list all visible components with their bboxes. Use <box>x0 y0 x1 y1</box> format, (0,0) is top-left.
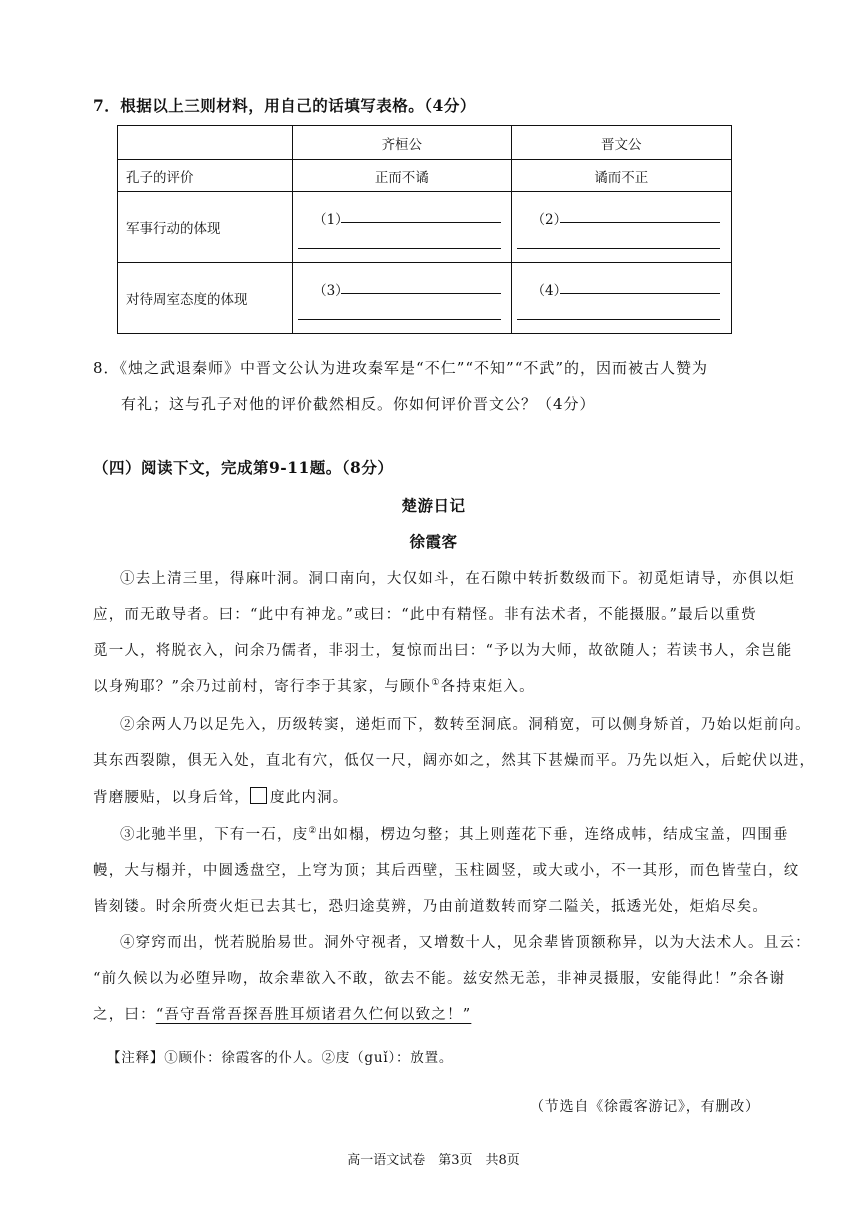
answer-blank-3[interactable] <box>293 263 511 334</box>
section-4-heading: （四）阅读下文，完成第9-11题。（8分） <box>93 458 394 477</box>
answer-line <box>517 248 720 249</box>
question-7: 7．根据以上三则材料，用自己的话填写表格。（4分） <box>93 96 476 115</box>
table-row <box>118 160 732 192</box>
comparison-table <box>117 125 732 334</box>
passage-p1-line-2: 应，而无敢导者。曰：“此中有神龙。”或曰：“此中有精怪。非有法术者，不能摄服。”最后以重赀 <box>93 607 757 623</box>
footnote-marker-2: ② <box>308 826 318 837</box>
answer-line <box>298 319 501 320</box>
passage-p2-line-2: 其东西裂隙，俱无入处，直北有穴，低仅一尺，阔亦如之，然其下甚燥而平。乃先以炬入，后蛇伏以进， <box>93 753 816 769</box>
passage-text: ③北驰半里，下有一石，庋 <box>120 827 309 843</box>
blank-label-4: （4） <box>531 283 568 299</box>
passage-p2-line-3 <box>93 786 349 807</box>
passage-p4-line-3 <box>93 1003 471 1024</box>
annotation-note: 【注释】①顾仆：徐霞客的仆人。②庋（guǐ）：放置。 <box>107 1050 454 1066</box>
answer-line <box>517 319 720 320</box>
answer-blank-4[interactable] <box>511 263 731 334</box>
passage-p3-line-3: 皆刻镂。时余所赍火炬已去其七，恐归途莫辨，乃由前道数转而穿二隘关，抵透光处，炬焰尽矣。 <box>93 899 769 915</box>
cell-qi-evaluation: 正而不谲 <box>293 160 511 192</box>
row-label-military: 军事行动的体现 <box>118 192 293 263</box>
answer-line <box>341 222 501 223</box>
table-header-qi-huan-gong: 齐桓公 <box>293 126 511 160</box>
passage-p1-line-3: 觅一人，将脱衣入，问余乃儒者，非羽士，复惊而出曰：“予以为大师，故欲随人；若读书人，余岂能 <box>93 643 793 659</box>
row-label-zhou-attitude: 对待周室态度的体现 <box>118 263 293 334</box>
row-label-confucius: 孔子的评价 <box>118 160 293 192</box>
answer-blank-1[interactable] <box>293 192 511 263</box>
answer-blank-2[interactable] <box>511 192 731 263</box>
passage-p1-line-1: ①去上清三里，得麻叶洞。洞口南向，大仅如斗，在石隙中转折数级而下。初觅炬请导，亦俱以炬 <box>120 571 796 587</box>
blank-label-1: （1） <box>313 212 349 228</box>
question-8-line-2: 有礼；这与孔子对他的评价截然相反。你如何评价晋文公？（4分） <box>121 395 596 413</box>
passage-p3-line-2: 幔，大与榻并，中圆透盘空，上穹为顶；其后西壁，玉柱圆竖，或大或小，不一其形，而色皆莹白，纹 <box>93 863 800 879</box>
passage-text: 度此内洞。 <box>270 790 349 806</box>
question-8-line-1: 8．《烛之武退秦师》中晋文公认为进攻秦军是“不仁”“不知”“不武”的，因而被古人赞为 <box>93 359 709 377</box>
passage-p4-line-1: ④穿窍而出，恍若脱胎易世。洞外守视者，又增数十人，见余辈皆顶额称异，以为大法术人。且云： <box>120 935 811 951</box>
answer-line <box>298 248 501 249</box>
blank-label-3: （3） <box>313 283 349 299</box>
underlined-sentence: “吾守吾常吾探吾胜耳烦诸君久伫何以致之！” <box>155 1007 472 1023</box>
answer-line <box>560 293 720 294</box>
passage-p4-line-2: “前久候以为必堕异吻，故余辈欲入不敢，欲去不能。兹安然无恙，非神灵摄服，安能得此！”余各谢 <box>93 971 786 987</box>
passage-text: 出如榻，楞边匀整；其上则莲花下垂，连络成帏，结成宝盖，四围垂 <box>317 827 789 843</box>
passage-text: 背磨腰贴，以身后耸， <box>93 790 250 806</box>
passage-text: 各持束炬入。 <box>440 679 535 695</box>
passage-text: 之，曰： <box>93 1007 156 1023</box>
cell-jin-evaluation: 谲而不正 <box>511 160 731 192</box>
answer-line <box>560 222 720 223</box>
passage-text: 以身殉耶？”余乃过前村，寄行李于其家，与顾仆 <box>93 679 432 695</box>
footnote-marker-1: ① <box>431 678 441 689</box>
table-row <box>118 263 732 334</box>
passage-title: 楚游日记 <box>401 496 466 515</box>
table-header-jin-wen-gong: 晋文公 <box>511 126 731 160</box>
source-citation: （节选自《徐霞客游记》，有删改） <box>530 1099 760 1115</box>
page-footer: 高一语文试卷 第3页 共8页 <box>347 1153 520 1168</box>
passage-p1-line-4 <box>93 675 535 696</box>
answer-line <box>341 293 501 294</box>
table-header-empty <box>118 126 293 160</box>
table-row <box>118 192 732 263</box>
passage-p2-line-1: ②余两人乃以足先入，历级转窦，递炬而下，数转至洞底。洞稍宽，可以侧身矫首，乃始以炬前向。 <box>120 717 811 733</box>
fill-in-box[interactable] <box>250 787 267 804</box>
blank-label-2: （2） <box>531 212 568 228</box>
passage-p3-line-1 <box>120 823 789 844</box>
passage-author: 徐霞客 <box>409 532 458 551</box>
table-header-row <box>118 126 732 160</box>
